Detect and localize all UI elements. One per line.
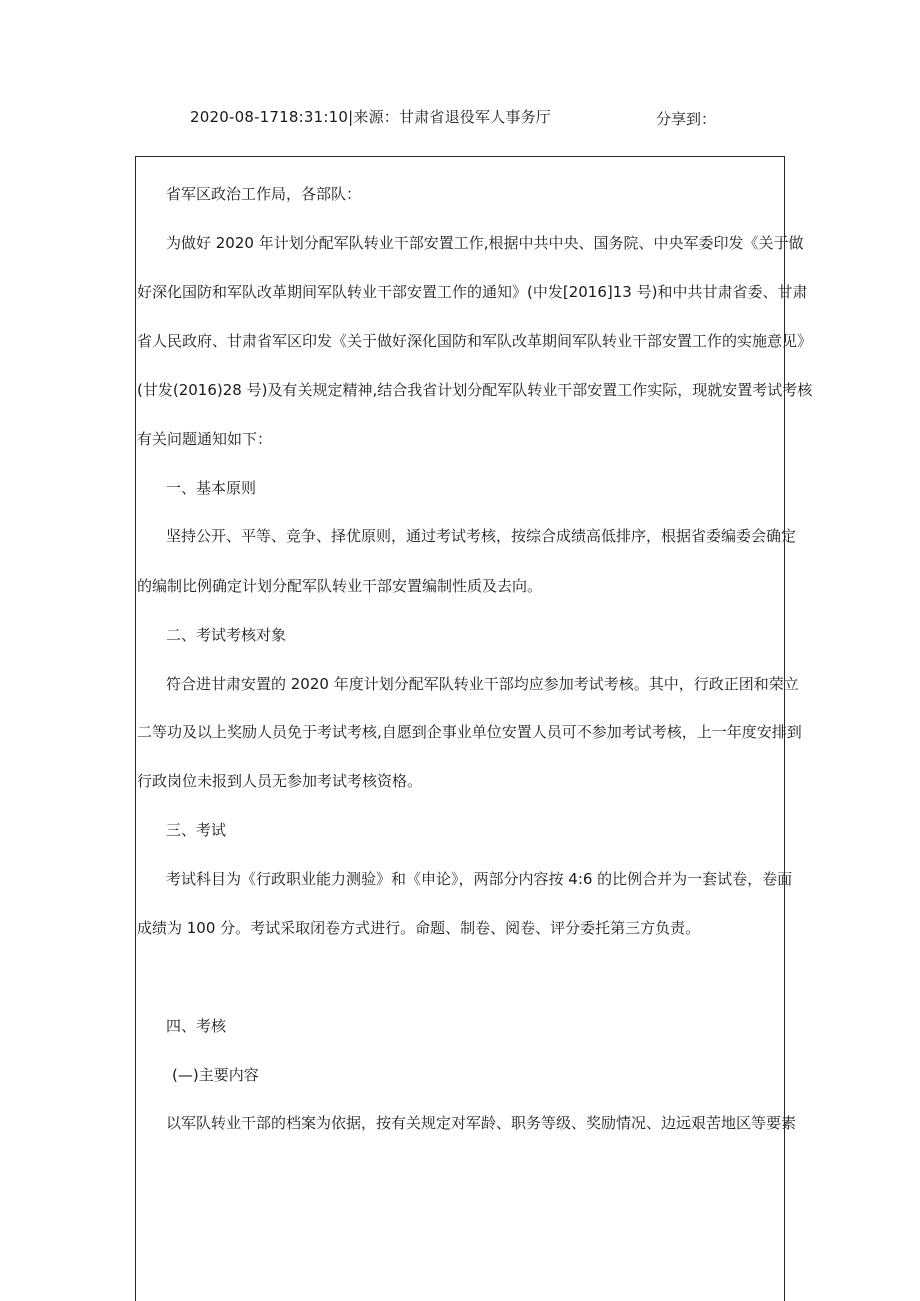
section-4-title: 四、考核 [166, 1017, 227, 1035]
section-2-line-2: 二等功及以上奖励人员免于考试考核,自愿到企事业单位安置人员可不参加考试考核，上一年度安排到 [137, 723, 802, 741]
intro-line-3: 省人民政府、甘肃省军区印发《关于做好深化国防和军队改革期间军队转业干部安置工作的实施意见》 [137, 332, 813, 350]
section-4-subtitle: (—)主要内容 [172, 1066, 259, 1084]
share-label: 分享到： [656, 110, 717, 128]
section-3-line-1: 考试科目为《行政职业能力测验》和《申论》，两部分内容按 4:6 的比例合并为一套试卷，卷面 [166, 870, 793, 888]
section-3-title: 三、考试 [166, 821, 227, 839]
salutation: 省军区政治工作局，各部队： [166, 185, 362, 203]
section-2-title: 二、考试考核对象 [166, 626, 287, 644]
section-3-line-2: 成绩为 100 分。考试采取闭卷方式进行。命题、制卷、阅卷、评分委托第三方负责。 [137, 919, 701, 937]
section-2-line-1: 符合进甘肃安置的 2020 年度计划分配军队转业干部均应参加考试考核。其中，行政正团和荣立 [166, 675, 799, 693]
section-2-line-3: 行政岗位未报到人员无参加考试考核资格。 [137, 772, 423, 790]
section-4-line-1: 以军队转业干部的档案为依据，按有关规定对军龄、职务等级、奖励情况、边远艰苦地区等要素 [166, 1114, 797, 1132]
section-1-title: 一、基本原则 [166, 479, 257, 497]
intro-line-2: 好深化国防和军队改革期间军队转业干部安置工作的通知》(中发[2016]13 号)和中共甘肃省委、甘肃 [137, 283, 808, 301]
section-1-line-1: 坚持公开、平等、竞争、择优原则，通过考试考核，按综合成绩高低排序，根据省委编委会确定 [166, 527, 797, 545]
intro-line-5: 有关问题通知如下： [137, 430, 273, 448]
section-1-line-2: 的编制比例确定计划分配军队转业干部安置编制性质及去向。 [137, 577, 543, 595]
article-meta: 2020-08-1718:31:10|来源：甘肃省退役军人事务厅 [190, 108, 551, 126]
intro-line-1: 为做好 2020 年计划分配军队转业干部安置工作,根据中共中央、国务院、中央军委印发《关于做 [166, 234, 804, 252]
intro-line-4: (甘发(2016)28 号)及有关规定精神,结合我省计划分配军队转业干部安置工作实际，现就安置考试考核 [137, 381, 813, 399]
